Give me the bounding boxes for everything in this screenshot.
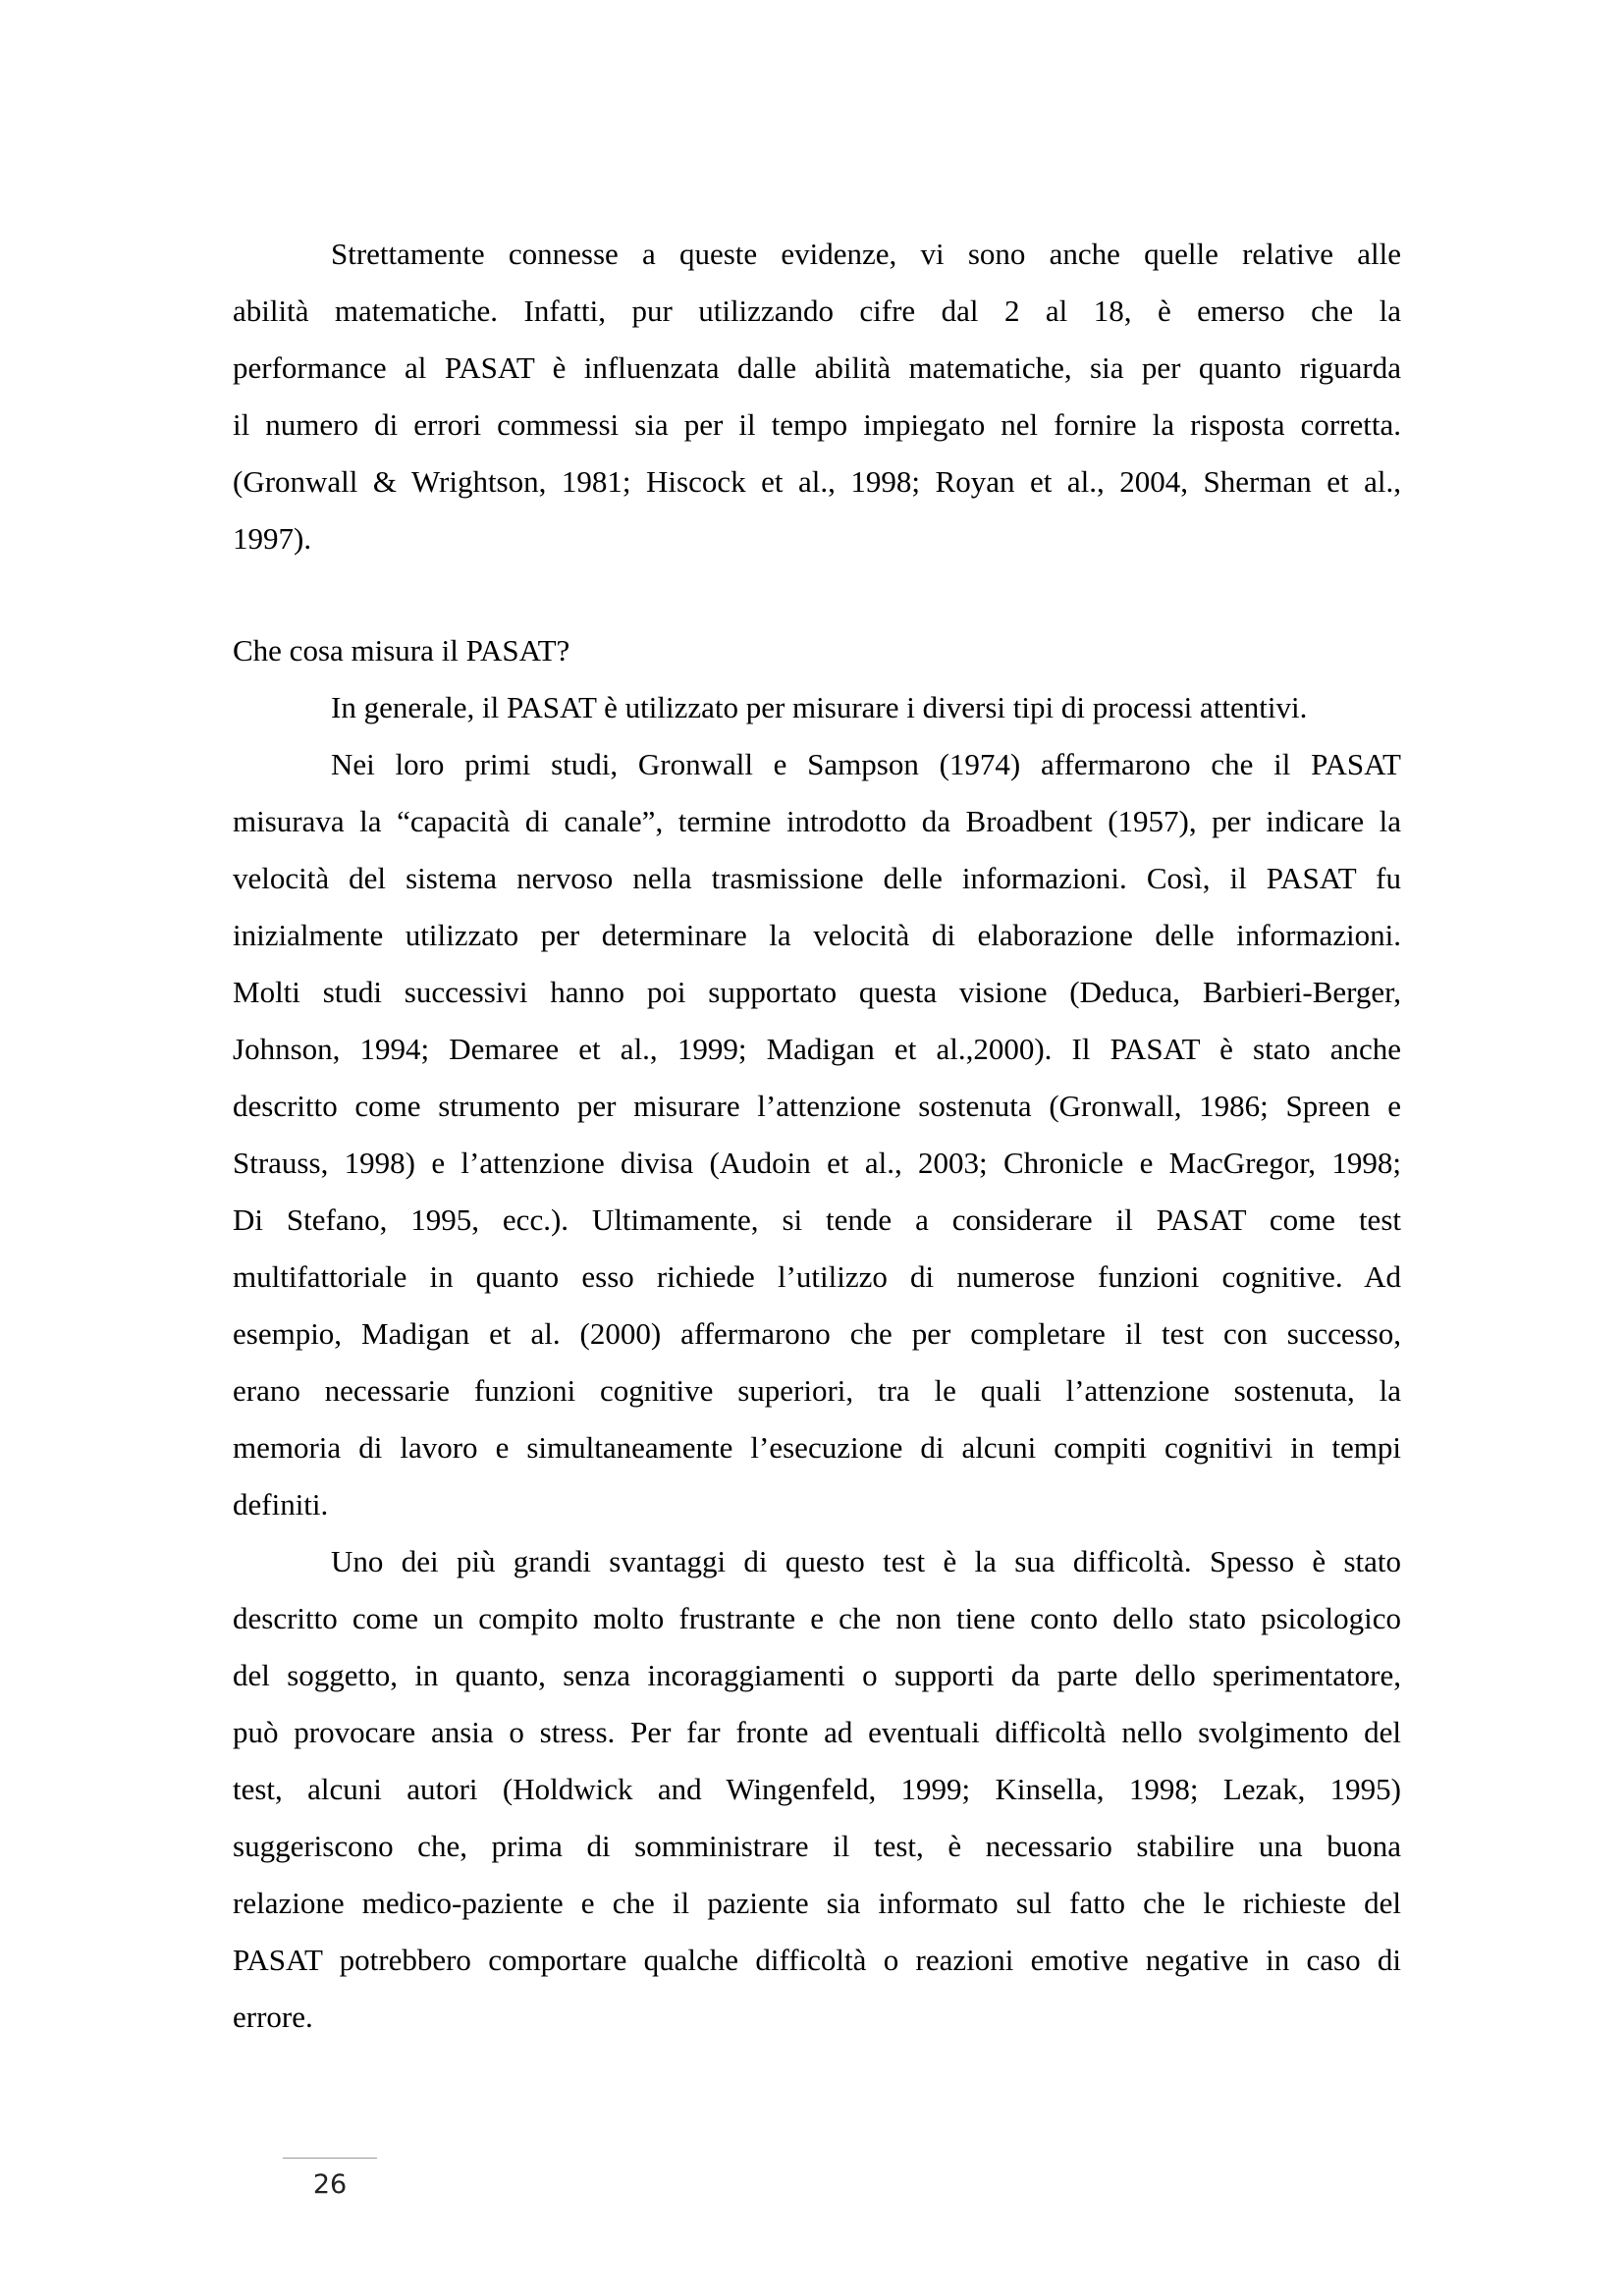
paragraph-1-line-6: 1997). (233, 521, 312, 556)
paragraph-2-line-8: Strauss, 1998) e l’attenzione divisa (Audoin et al., 2003; Chronicle e MacGregor, 1998; (233, 1146, 1401, 1180)
paragraph-3-line-2: descritto come un compito molto frustrante e che non tiene conto dello stato psicologico (233, 1601, 1401, 1635)
paragraph-2-line-3: velocità del sistema nervoso nella trasmissione delle informazioni. Così, il PASAT fu (233, 861, 1401, 895)
paragraph-2-line-1: Nei loro primi studi, Gronwall e Sampson (1974) affermarono che il PASAT (331, 747, 1401, 781)
paragraph-3-line-4: può provocare ansia o stress. Per far fronte ad eventuali difficoltà nello svolgimento del (233, 1715, 1401, 1749)
paragraph-1-line-1: Strettamente connesse a queste evidenze, vi sono anche quelle relative alle (331, 237, 1401, 271)
paragraph-2-line-12: erano necessarie funzioni cognitive superiori, tra le quali l’attenzione sostenuta, la (233, 1373, 1401, 1408)
intro-sentence: In generale, il PASAT è utilizzato per misurare i diversi tipi di processi attentivi. (331, 690, 1308, 724)
footer-rule (283, 2158, 377, 2159)
paragraph-3-line-3: del soggetto, in quanto, senza incoraggiamenti o supporti da parte dello sperimentatore, (233, 1658, 1401, 1692)
paragraph-2-line-5: Molti studi successivi hanno poi supportato questa visione (Deduca, Barbieri-Berger, (233, 975, 1401, 1009)
paragraph-2-line-7: descritto come strumento per misurare l’attenzione sostenuta (Gronwall, 1986; Spreen e (233, 1089, 1401, 1123)
paragraph-3-line-8: PASAT potrebbero comportare qualche difficoltà o reazioni emotive negative in caso di (233, 1943, 1401, 1977)
page-number: 26 (312, 2169, 348, 2200)
paragraph-3-line-9: errore. (233, 2000, 313, 2034)
paragraph-2-line-10: multifattoriale in quanto esso richiede l’utilizzo di numerose funzioni cognitive. Ad (233, 1259, 1401, 1294)
paragraph-3-line-6: suggeriscono che, prima di somministrare il test, è necessario stabilire una buona (233, 1829, 1401, 1863)
paragraph-2-line-6: Johnson, 1994; Demaree et al., 1999; Madigan et al.,2000). Il PASAT è stato anche (233, 1032, 1401, 1066)
paragraph-2-line-11: esempio, Madigan et al. (2000) affermarono che per completare il test con successo, (233, 1316, 1401, 1351)
paragraph-2-line-9: Di Stefano, 1995, ecc.). Ultimamente, si tende a considerare il PASAT come test (233, 1202, 1401, 1237)
paragraph-1-line-4: il numero di errori commessi sia per il tempo impiegato nel fornire la risposta corretta. (233, 407, 1401, 442)
paragraph-3-line-7: relazione medico-paziente e che il paziente sia informato sul fatto che le richieste del (233, 1886, 1401, 1920)
paragraph-1-line-2: abilità matematiche. Infatti, pur utilizzando cifre dal 2 al 18, è emerso che la (233, 294, 1401, 328)
paragraph-2-line-2: misurava la “capacità di canale”, termine introdotto da Broadbent (1957), per indicare la (233, 804, 1401, 838)
paragraph-3-line-1: Uno dei più grandi svantaggi di questo test è la sua difficoltà. Spesso è stato (331, 1544, 1401, 1578)
paragraph-2-line-4: inizialmente utilizzato per determinare la velocità di elaborazione delle informazioni. (233, 918, 1401, 952)
paragraph-1-line-3: performance al PASAT è influenzata dalle abilità matematiche, sia per quanto riguarda (233, 350, 1401, 385)
paragraph-2-line-13: memoria di lavoro e simultaneamente l’esecuzione di alcuni compiti cognitivi in tempi (233, 1430, 1401, 1465)
paragraph-2-line-14: definiti. (233, 1487, 329, 1522)
paragraph-3-line-5: test, alcuni autori (Holdwick and Wingenfeld, 1999; Kinsella, 1998; Lezak, 1995) (233, 1772, 1401, 1806)
paragraph-1-line-5: (Gronwall & Wrightson, 1981; Hiscock et al., 1998; Royan et al., 2004, Sherman et al., (233, 464, 1401, 499)
section-heading: Che cosa misura il PASAT? (233, 633, 570, 667)
